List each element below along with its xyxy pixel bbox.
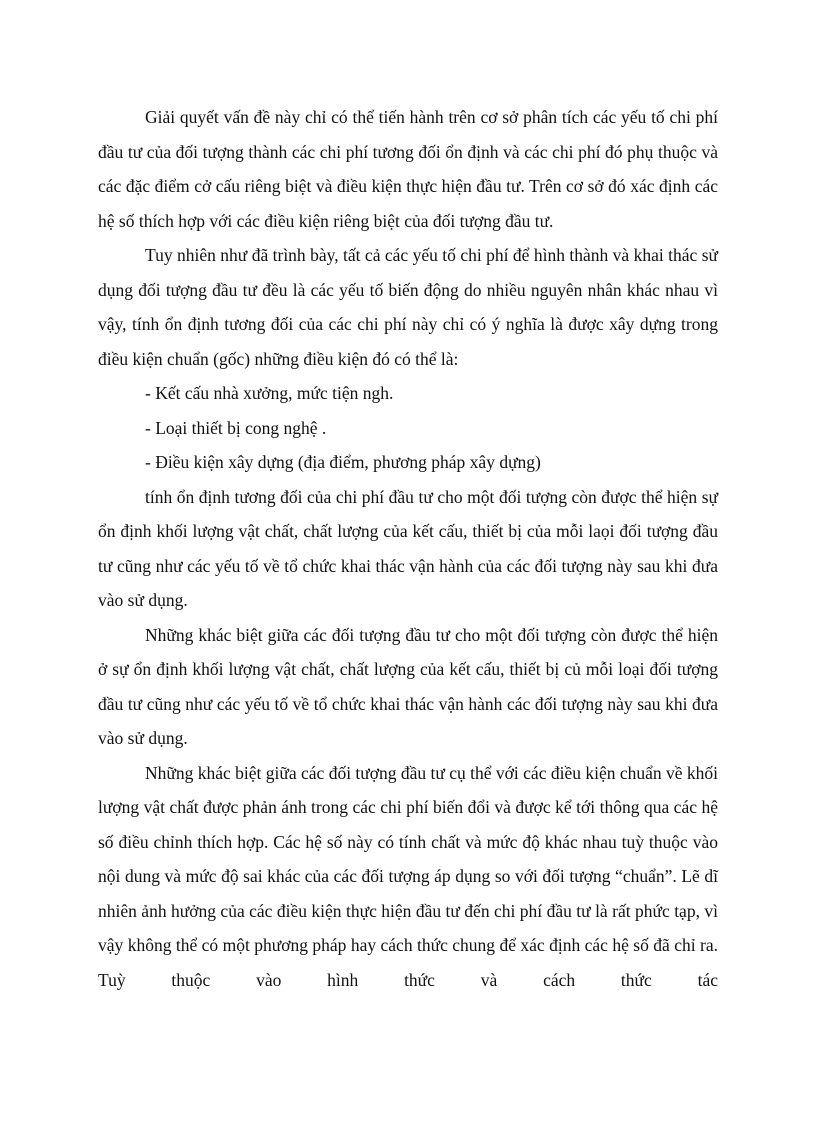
document-body <box>98 100 718 997</box>
paragraph-1: Giải quyết vấn đề này chỉ có thể tiến hành trên cơ sở phân tích các yếu tố chi phí đầu tư của đối tượng thành các chi phí tương đối ổn định và các chi phí đó phụ thuộc và các đặc điểm cở cấu riêng biệt và điều kiện thực hiện đầu tư. Trên cơ sở đó xác định các hệ số thích hợp với các điều kiện riêng biệt của đối tượng đầu tư. <box>98 107 718 231</box>
list-item-equipment: - Loại thiết bị cong nghệ . <box>145 417 327 438</box>
paragraph-4: Những khác biệt giữa các đối tượng đầu tư cho một đối tượng còn được thể hiện ở sự ổn định khối lượng vật chất, chất lượng của kết cấu, thiết bị củ mỗi loại đối tượng đầu tư cũng như các yếu tố về tổ chức khai thác vận hành các đối tượng này sau khi đưa vào sử dụng. <box>98 624 718 748</box>
paragraph-5: Những khác biệt giữa các đối tượng đầu tư cụ thể với các điều kiện chuẩn về khối lượng vật chất được phản ánh trong các chi phí biến đổi và được kể tới thông qua các hệ số điều chỉnh thích hợp. Các hệ số này có tính chất và mức độ khác nhau tuỳ thuộc vào nội dung và mức độ sai khác của các đối tượng áp dụng so với đối tượng “chuẩn”. Lẽ dĩ nhiên ảnh hưởng của các điều kiện thực hiện đầu tư đến chi phí đầu tư là rất phức tạp, vì vậy không thể có một phương pháp hay cách thức chung để xác định các hệ số đã chỉ ra. Tuỳ thuộc vào hình thức và cách thức tác <box>98 762 719 990</box>
paragraph-3: tính ổn định tương đối của chi phí đầu tư cho một đối tượng còn được thể hiện sự ổn định khối lượng vật chất, chất lượng của kết cấu, thiết bị của mỗi laọi đối tượng đầu tư cũng như các yếu tố về tổ chức khai thác vận hành của các đối tượng này sau khi đưa vào sử dụng. <box>98 486 718 610</box>
list-item-structure: - Kết cấu nhà xưởng, mức tiện ngh. <box>145 383 394 403</box>
paragraph-2: Tuy nhiên như đã trình bày, tất cả các yếu tố chi phí để hình thành và khai thác sử dụng đối tượng đầu tư đều là các yếu tố biến động do nhiều nguyên nhân khác nhau vì vậy, tính ổn định tương đối của các chi phí này chỉ có ý nghĩa là được xây dựng trong điều kiện chuẩn (gốc) những điều kiện đó có thể là: <box>98 245 718 369</box>
list-item-construction-conditions: - Điều kiện xây dựng (địa điểm, phương pháp xây dựng) <box>145 452 541 472</box>
